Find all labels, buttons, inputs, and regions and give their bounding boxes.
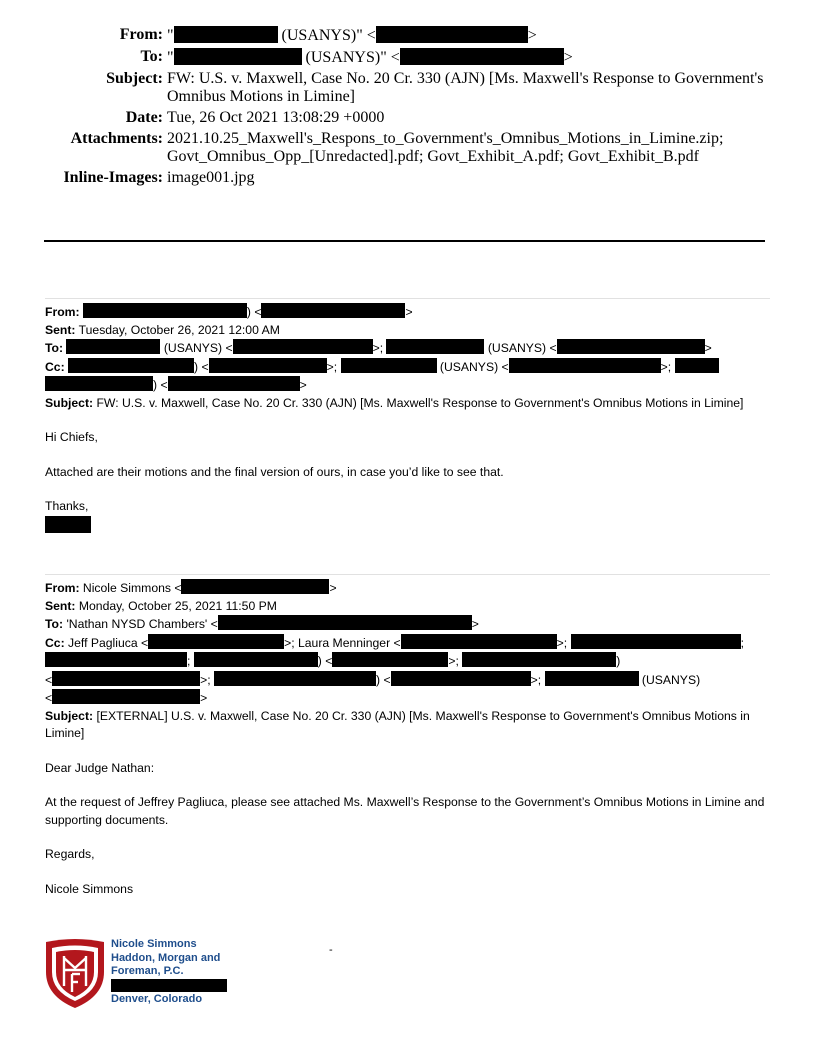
- header-from-quote: ": [167, 27, 174, 44]
- forwarded-email-2: [45, 579, 770, 898]
- redaction-block: [341, 358, 437, 373]
- forwarded-email-1: [45, 303, 770, 535]
- redaction-block: [261, 303, 405, 318]
- email2-from-value: Nicole Simmons <: [82, 581, 182, 595]
- email1-closing: Thanks,: [45, 499, 89, 513]
- redaction-block: [194, 652, 318, 667]
- header-from-gt: >: [527, 27, 537, 44]
- redaction-block: [45, 652, 187, 667]
- email1-from-line: From: ) < >: [45, 305, 413, 319]
- header-to-label: To:: [140, 48, 163, 65]
- header-inline-images-row: [40, 169, 780, 187]
- email2-to-line: To: 'Nathan NYSD Chambers' < >: [45, 617, 479, 631]
- redaction-block: [83, 303, 247, 318]
- email2-body: At the request of Jeffrey Pagliuca, please see attached Ms. Maxwell’s Response to the Government’s Omnibus Motions in Limine and supporting documents.: [45, 795, 765, 827]
- redaction-block: [332, 652, 448, 667]
- email1-greeting: Hi Chiefs,: [45, 430, 98, 444]
- redaction-block: [675, 358, 719, 373]
- redaction-block: [52, 689, 200, 704]
- email2-sent-value: Monday, October 25, 2021 11:50 PM: [78, 598, 277, 613]
- redaction-block: [174, 26, 278, 43]
- email1-cc-label: Cc:: [45, 359, 65, 374]
- email1-cc-line: Cc: ) < >; (USANYS) < >;: [45, 358, 770, 377]
- header-divider: [44, 240, 765, 242]
- email2-subject-value: [EXTERNAL] U.S. v. Maxwell, Case No. 20 Cr. 330 (AJN) [Ms. Maxwell's Response to Government's Omnibus Motions in Limine]: [45, 708, 750, 740]
- email-separator: [45, 574, 770, 575]
- email2-cc-label: Cc:: [45, 635, 65, 650]
- redaction-block: [209, 358, 327, 373]
- redaction-block: [174, 48, 302, 65]
- email2-sent-line: [45, 598, 770, 616]
- email2-to-value: 'Nathan NYSD Chambers' <: [66, 617, 218, 631]
- firm-shield-logo-icon: [42, 938, 108, 1010]
- redaction-block: [233, 339, 373, 354]
- email1-sent-value: Tuesday, October 26, 2021 12:00 AM: [78, 322, 280, 337]
- redaction-block: [45, 376, 153, 391]
- redaction-block: [148, 634, 284, 649]
- email1-from-label: From:: [45, 305, 80, 319]
- redaction-block: [400, 48, 564, 65]
- redaction-block: [68, 358, 194, 373]
- redaction-block: [376, 26, 528, 43]
- header-inline-images-label: Inline-Images:: [63, 169, 163, 186]
- email2-cc-line-3: < >; ) < >; (USANYS): [45, 672, 701, 687]
- email2-sent-label: Sent:: [45, 598, 76, 613]
- email2-from-label: From:: [45, 581, 80, 595]
- email2-regards: Regards,: [45, 847, 95, 861]
- email2-subject-line: [45, 708, 770, 743]
- email1-to-line: To: (USANYS) < >; (USANYS) < >: [45, 341, 712, 355]
- redaction-block: [111, 979, 227, 992]
- header-to-quote: ": [167, 49, 174, 66]
- redaction-block: [52, 671, 200, 686]
- email1-subject-label: Subject:: [45, 395, 94, 410]
- redaction-block: [545, 671, 639, 686]
- signature-firm-line-1: Haddon, Morgan and: [111, 951, 221, 964]
- redaction-block: [391, 671, 531, 686]
- email1-to-label: To:: [45, 341, 64, 355]
- email1-subject-line: [45, 395, 770, 413]
- email1-cc-line-2: ) < >: [45, 376, 770, 395]
- redaction-block: [557, 339, 705, 354]
- redaction-block: [214, 671, 376, 686]
- email1-sent-label: Sent:: [45, 322, 76, 337]
- header-to-value: (USANYS)" <: [305, 49, 400, 66]
- header-attachments-row: [40, 130, 780, 166]
- email-signature: [42, 936, 282, 1012]
- redaction-block: [509, 358, 661, 373]
- signature-location: Denver, Colorado: [111, 992, 203, 1005]
- stray-dash: -: [329, 944, 333, 956]
- redaction-block: [168, 376, 300, 391]
- attachment-line-2[interactable]: Govt_Omnibus_Opp_[Unredacted].pdf; Govt_Exhibit_A.pdf; Govt_Exhibit_B.pdf: [167, 148, 699, 165]
- email2-from-line: From: Nicole Simmons < >: [45, 581, 337, 595]
- redaction-block: [45, 516, 91, 533]
- header-from-label: From:: [119, 26, 163, 43]
- redaction-block: [66, 339, 160, 354]
- header-subject-value: FW: U.S. v. Maxwell, Case No. 20 Cr. 330 (AJN) [Ms. Maxwell's Response to Government's Omnibus Motions in Limine]: [167, 70, 764, 105]
- header-from-row: [40, 26, 780, 45]
- header-attachments-label: Attachments:: [70, 130, 163, 147]
- redaction-block: [401, 634, 557, 649]
- header-inline-images-value[interactable]: image001.jpg: [167, 169, 255, 186]
- email1-subject-value: FW: U.S. v. Maxwell, Case No. 20 Cr. 330 (AJN) [Ms. Maxwell's Response to Government's Omnibus Motions in Limine]: [96, 395, 744, 410]
- signature-firm-line-2: Foreman, P.C.: [111, 965, 184, 977]
- header-date-value: Tue, 26 Oct 2021 13:08:29 +0000: [167, 109, 385, 126]
- header-subject-label: Subject:: [106, 70, 163, 87]
- header-date-label: Date:: [125, 109, 163, 126]
- header-to-gt: >: [563, 49, 573, 66]
- redaction-block: [218, 615, 472, 630]
- redaction-block: [181, 579, 329, 594]
- email2-cc-line-2: ; ) < >; ): [45, 652, 770, 671]
- email1-body: Attached are their motions and the final version of ours, in case you’d like to see that.: [45, 464, 504, 479]
- signature-name: Nicole Simmons: [111, 938, 197, 950]
- email2-cc-line-1: Cc: Jeff Pagliuca < >; Laura Menninger < >; ;: [45, 635, 744, 650]
- email2-cc-line-4: < >: [45, 691, 208, 705]
- attachment-line-1[interactable]: 2021.10.25_Maxwell's_Respons_to_Government's_Omnibus_Motions_in_Limine.zip;: [167, 130, 724, 147]
- header-subject-row: [40, 70, 780, 106]
- header-to-row: [40, 48, 780, 67]
- header-date-row: [40, 109, 780, 127]
- email2-signoff: Nicole Simmons: [45, 881, 134, 896]
- redaction-block: [571, 634, 741, 649]
- email1-sent-line: [45, 322, 770, 340]
- email2-to-label: To:: [45, 617, 64, 631]
- message-header: [40, 26, 780, 190]
- email2-greeting: Dear Judge Nathan:: [45, 760, 155, 775]
- header-from-value: (USANYS)" <: [281, 27, 376, 44]
- redaction-block: [386, 339, 484, 354]
- redaction-block: [462, 652, 616, 667]
- email2-subject-label: Subject:: [45, 708, 94, 723]
- email-separator: [45, 298, 770, 299]
